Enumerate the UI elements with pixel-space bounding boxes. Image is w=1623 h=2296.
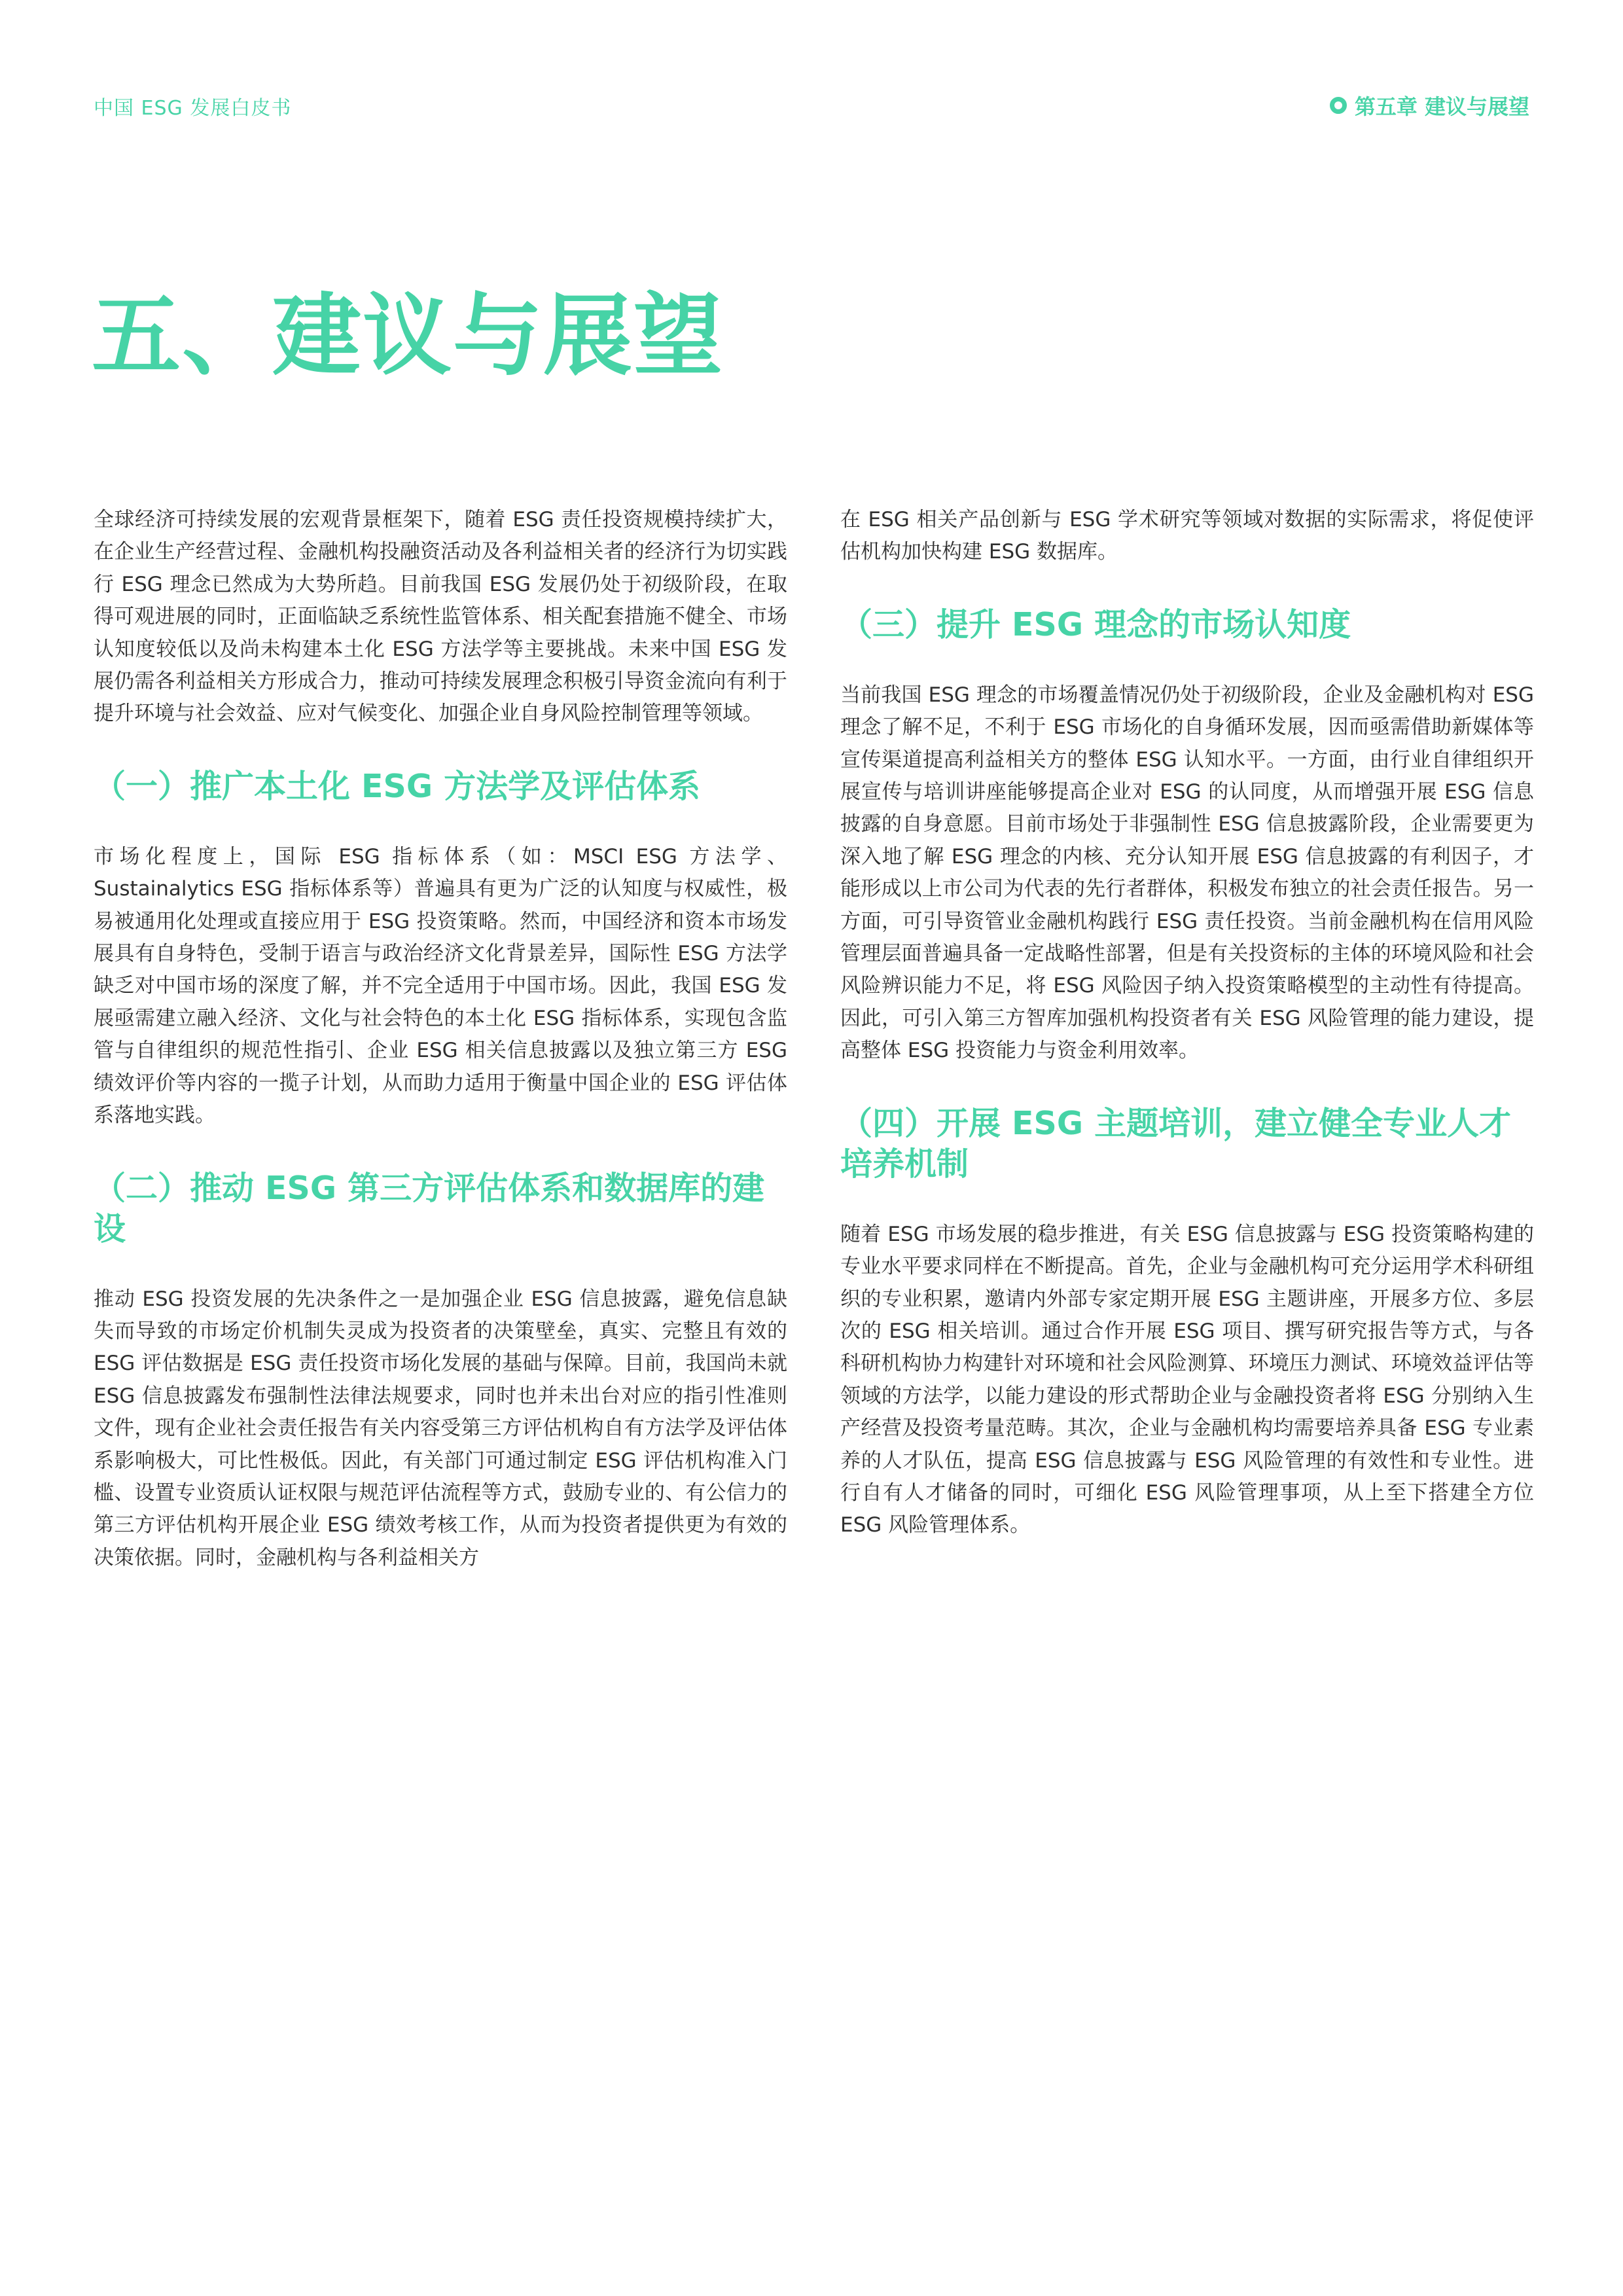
- section-heading-1: （一）推广本土化 ESG 方法学及评估体系: [94, 767, 701, 805]
- section-heading-3: （三）提升 ESG 理念的市场认知度: [840, 605, 1351, 643]
- section-heading-4: （四）开展 ESG 主题培训，建立健全专业人才培养机制: [840, 1104, 1512, 1183]
- section-body-1: 市场化程度上，国际 ESG 指标体系（如：MSCI ESG 方法学、Sustainalytics ESG 指标体系等）普遍具有更为广泛的认知度与权威性，极易被通用化处理或直接应用于 ESG 投资策略。然而，中国经济和资本市场发展具有自身特色，受制于语言与政治经济文化背景差异，国际性 ESG 方法学缺乏对中国市场的深度了解，并不完全适用于中国市场。因此，我国 ESG 发展亟需建立融入经济、文化与社会特色的本土化 ESG 指标体系，实现包含监管与自律组织的规范性指引、企业 ESG 相关信息披露以及独立第三方 ESG 绩效评价等内容的一揽子计划，从而助力适用于衡量中国企业的 ESG 评估体系落地实践。: [94, 844, 787, 1128]
- section-body-2: 推动 ESG 投资发展的先决条件之一是加强企业 ESG 信息披露，避免信息缺失而导致的市场定价机制失灵成为投资者的决策壁垒，真实、完整且有效的 ESG 评估数据是 ESG 责任投资市场化发展的基础与保障。目前，我国尚未就 ESG 信息披露发布强制性法律法规要求，同时也并未出台对应的指引性准则文件，现有企业社会责任报告有关内容受第三方评估机构自有方法学及评估体系影响极大，可比性极低。因此，有关部门可通过制定 ESG 评估机构准入门槛、设置专业资质认证权限与规范评估流程等方式，鼓励专业的、有公信力的第三方评估机构开展企业 ESG 绩效考核工作，从而为投资者提供更为有效的决策依据。同时，金融机构与各利益相关方: [94, 1287, 787, 1570]
- left-column: [94, 504, 787, 1574]
- section-body-2-continued: 在 ESG 相关产品创新与 ESG 学术研究等领域对数据的实际需求，将促使评估机构加快构建 ESG 数据库。: [840, 508, 1534, 564]
- section-body-3: 当前我国 ESG 理念的市场覆盖情况仍处于初级阶段，企业及金融机构对 ESG 理念了解不足，不利于 ESG 市场化的自身循环发展，因而亟需借助新媒体等宣传渠道提高利益相关方的整体 ESG 认知水平。一方面，由行业自律组织开展宣传与培训讲座能够提高企业对 ESG 的认同度，从而增强开展 ESG 信息披露的自身意愿。目前市场处于非强制性 ESG 信息披露阶段，企业需要更为深入地了解 ESG 理念的内核、充分认知开展 ESG 信息披露的有利因子，才能形成以上市公司为代表的先行者群体，积极发布独立的社会责任报告。另一方面，可引导资管业金融机构践行 ESG 责任投资。当前金融机构在信用风险管理层面普遍具备一定战略性部署，但是有关投资标的主体的环境风险和社会风险辨识能力不足，将 ESG 风险因子纳入投资策略模型的主动性有待提高。因此，可引入第三方智库加强机构投资者有关 ESG 风险管理的能力建设，提高整体 ESG 投资能力与资金利用效率。: [840, 683, 1534, 1063]
- right-column: [840, 504, 1534, 1542]
- page-title: 五、建议与展望: [92, 285, 724, 388]
- chapter-label: [1330, 90, 1529, 120]
- intro-paragraph: 全球经济可持续发展的宏观背景框架下，随着 ESG 责任投资规模持续扩大，在企业生产经营过程、金融机构投融资活动及各利益相关者的经济行为切实践行 ESG 理念已然成为大势所趋。目前我国 ESG 发展仍处于初级阶段，在取得可观进展的同时，正面临缺乏系统性监管体系、相关配套措施不健全、市场认知度较低以及尚未构建本土化 ESG 方法学等主要挑战。未来中国 ESG 发展仍需各利益相关方形成合力，推动可持续发展理念积极引导资金流向有利于提升环境与社会效益、应对气候变化、加强企业自身风险控制管理等领域。: [94, 508, 787, 726]
- section-heading-2: （二）推动 ESG 第三方评估体系和数据库的建设: [94, 1169, 765, 1247]
- ring-icon: [1330, 97, 1347, 114]
- chapter-title: 第五章 建议与展望: [1354, 94, 1529, 119]
- running-header-title: 中国 ESG 发展白皮书: [94, 97, 292, 120]
- section-body-4: 随着 ESG 市场发展的稳步推进，有关 ESG 信息披露与 ESG 投资策略构建的专业水平要求同样在不断提高。首先，企业与金融机构可充分运用学术科研组织的专业积累，邀请内外部专家定期开展 ESG 主题讲座，开展多方位、多层次的 ESG 相关培训。通过合作开展 ESG 项目、撰写研究报告等方式，与各科研机构协力构建针对环境和社会风险测算、环境压力测试、环境效益评估等领域的方法学，以能力建设的形式帮助企业与金融投资者将 ESG 分别纳入生产经营及投资考量范畴。其次，企业与金融机构均需要培养具备 ESG 专业素养的人才队伍，提高 ESG 信息披露与 ESG 风险管理的有效性和专业性。进行自有人才储备的同时，可细化 ESG 风险管理事项，从上至下搭建全方位 ESG 风险管理体系。: [840, 1222, 1534, 1537]
